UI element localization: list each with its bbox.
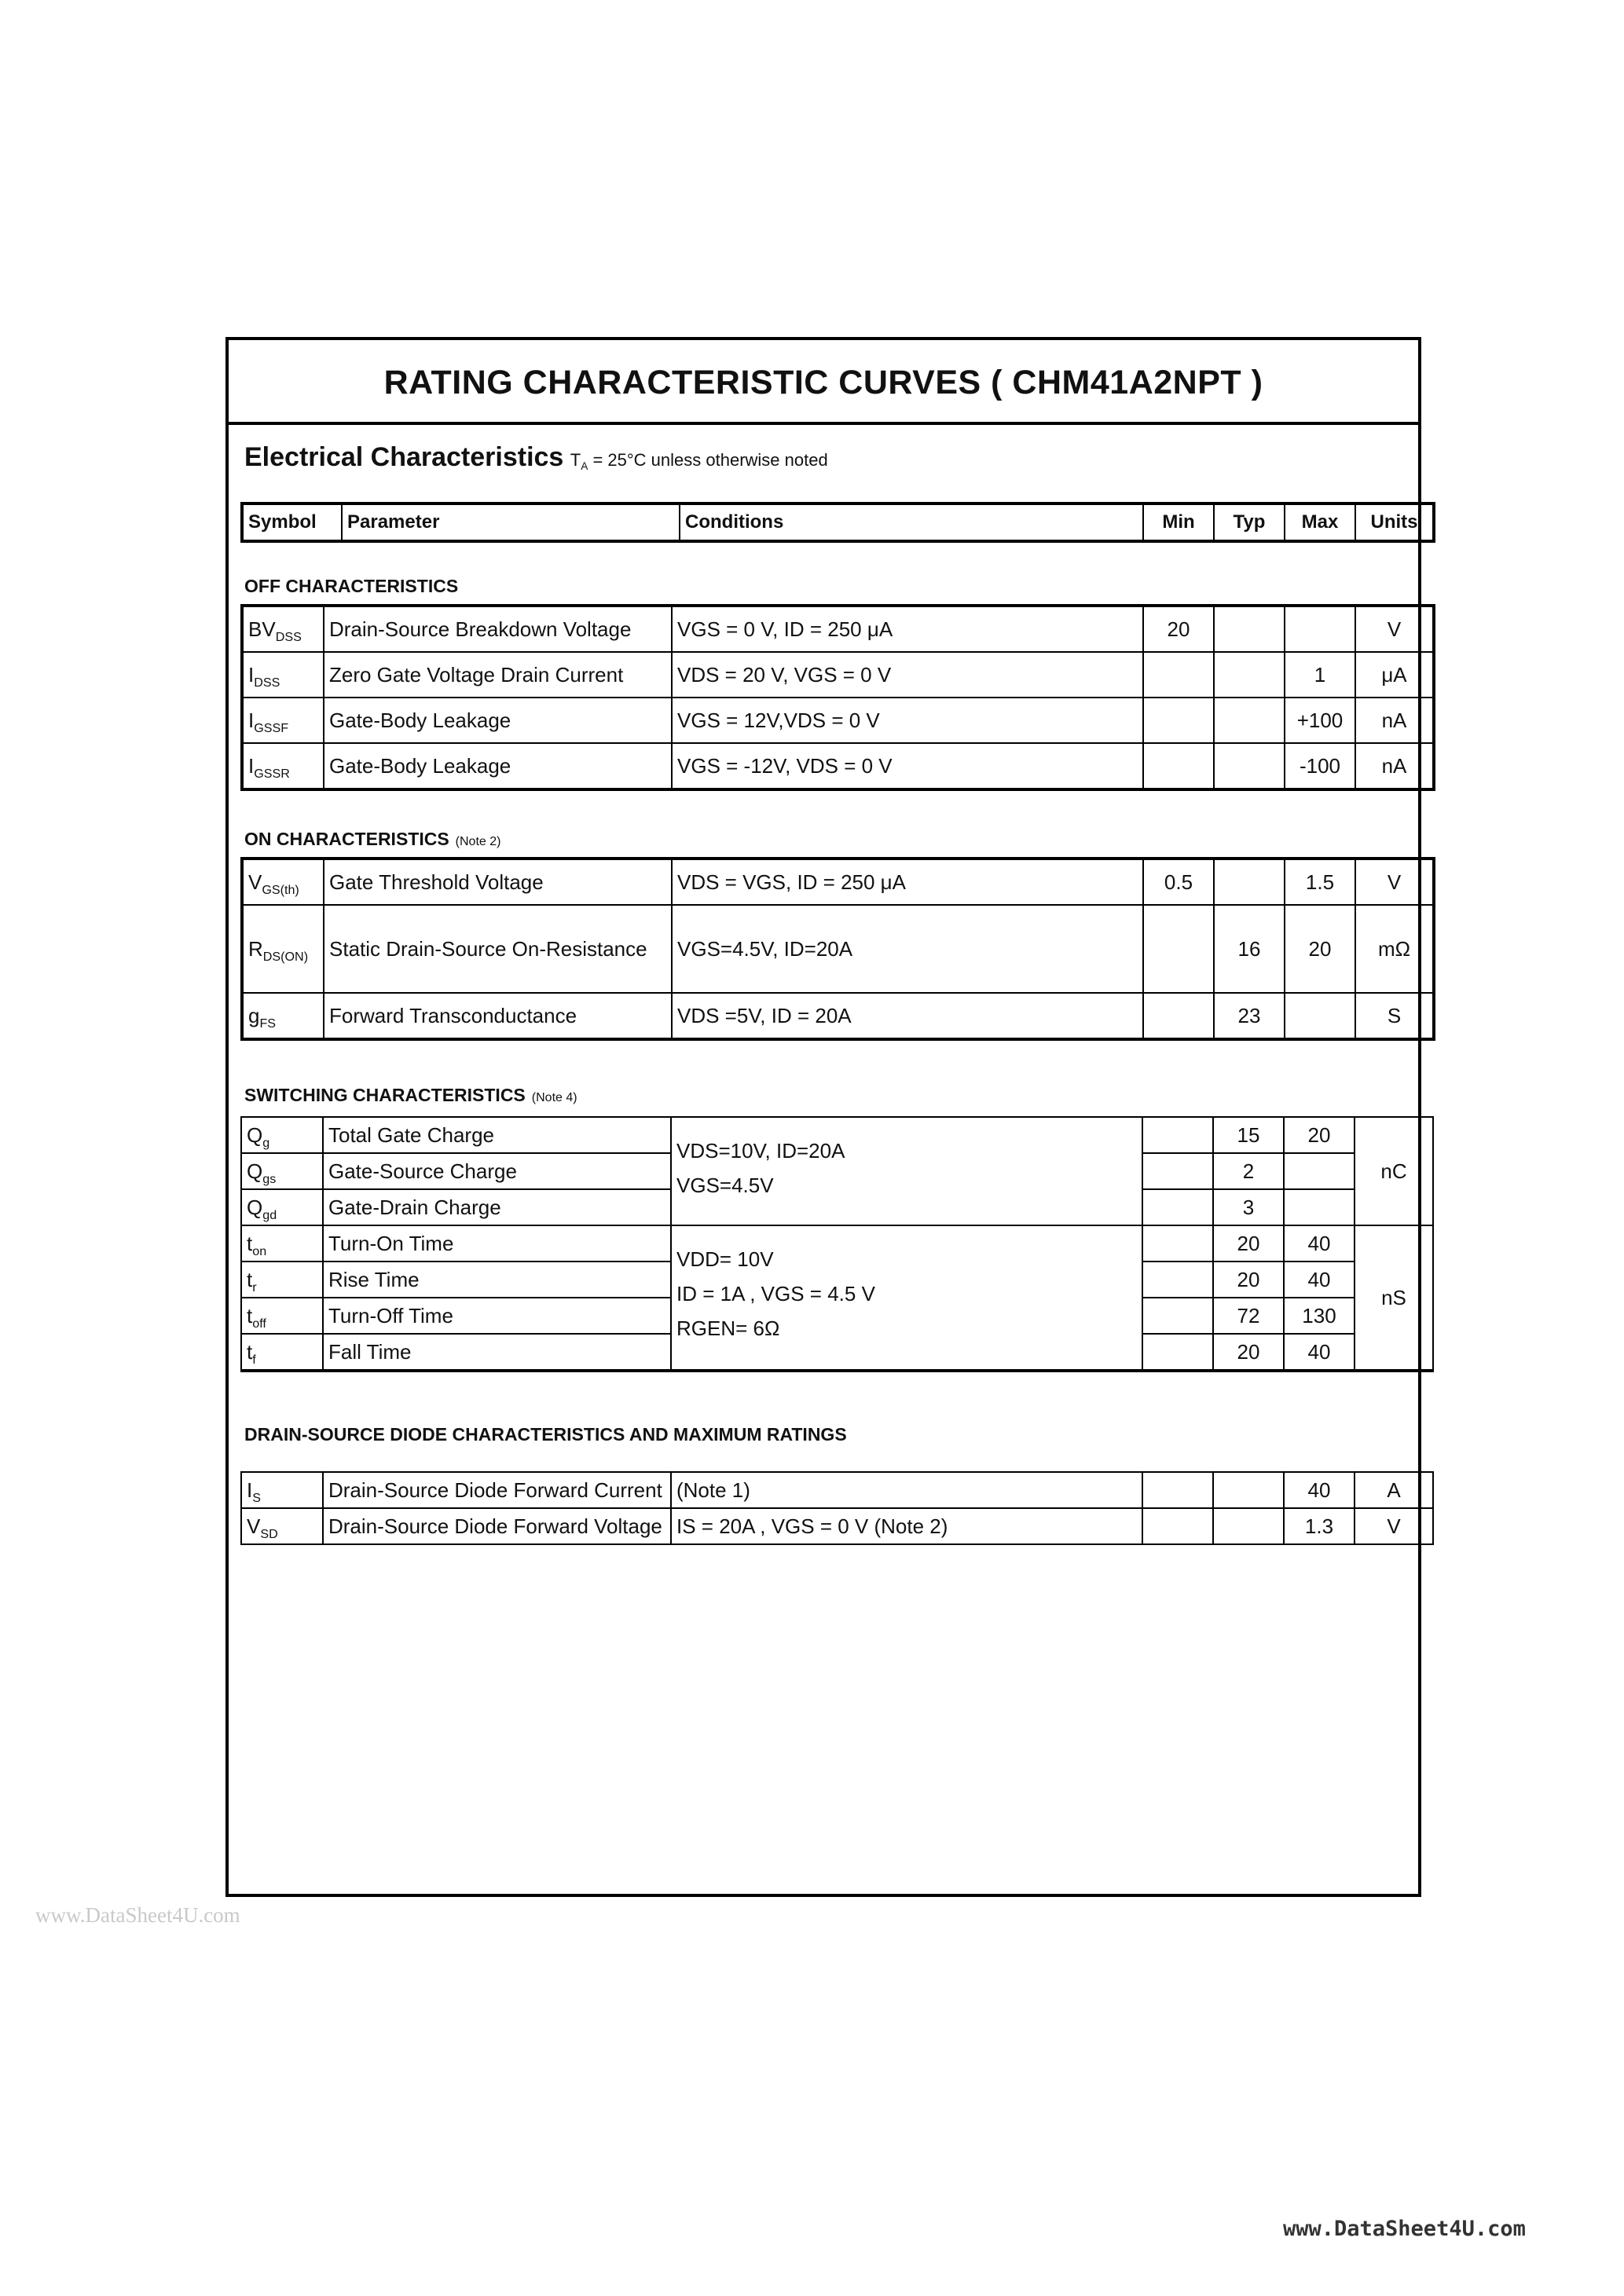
min-cell: [1142, 1508, 1213, 1544]
datasheet-frame: [225, 337, 1421, 1897]
min-cell: [1143, 743, 1214, 789]
unit-cell: V: [1355, 1508, 1433, 1544]
typ-cell: 3: [1213, 1189, 1284, 1225]
symbol-subscript: gd: [262, 1207, 277, 1222]
max-cell: 20: [1284, 1117, 1355, 1153]
col-conditions: Conditions: [680, 504, 1143, 541]
symbol-subscript: SD: [260, 1526, 278, 1541]
typ-cell: 20: [1213, 1262, 1284, 1298]
unit-cell: μA: [1355, 652, 1434, 698]
max-cell: [1285, 606, 1355, 652]
symbol-letter: I: [248, 708, 255, 732]
off-section-heading: OFF CHARACTERISTICS: [244, 576, 459, 596]
condition-line: RGEN= 6Ω: [676, 1316, 780, 1340]
symbol-subscript: off: [252, 1316, 266, 1331]
symbol-letter: I: [247, 1478, 253, 1502]
unit-cell: nA: [1355, 698, 1434, 743]
min-cell: [1142, 1189, 1213, 1225]
unit-cell: mΩ: [1355, 905, 1434, 993]
symbol-subscript: FS: [259, 1016, 277, 1031]
page-title: RATING CHARACTERISTIC CURVES ( CHM41A2NPT ): [383, 364, 1263, 401]
symbol-subscript: g: [262, 1135, 270, 1150]
symbol-cell: [241, 1472, 323, 1508]
symbol-cell: [242, 698, 324, 743]
typ-cell: [1214, 743, 1285, 789]
min-cell: [1142, 1298, 1213, 1334]
symbol-cell: [241, 1189, 323, 1225]
max-cell: 1.3: [1284, 1508, 1355, 1544]
typ-cell: [1213, 1472, 1284, 1508]
symbol-cell: [242, 652, 324, 698]
symbol-cell: [242, 905, 324, 993]
table-row: [242, 606, 1434, 652]
watermark-right: www.DataSheet4U.com: [1283, 2217, 1526, 2241]
max-cell: +100: [1285, 698, 1355, 743]
symbol-letter: t: [247, 1267, 253, 1291]
parameter-cell: Gate Threshold Voltage: [324, 859, 672, 905]
diode-section-heading: DRAIN-SOURCE DIODE CHARACTERISTICS AND MAXIMUM RATINGS: [244, 1424, 847, 1445]
unit-cell: V: [1355, 606, 1434, 652]
table-row: [241, 1117, 1433, 1153]
table-row: [242, 652, 1434, 698]
table-row: [241, 1225, 1433, 1262]
typ-cell: 16: [1214, 905, 1285, 993]
symbol-subscript: GS(th): [262, 882, 299, 897]
unit-cell: nS: [1355, 1225, 1433, 1371]
table-row: [241, 1472, 1433, 1508]
parameter-cell: Drain-Source Diode Forward Current: [323, 1472, 671, 1508]
symbol-subscript: DSS: [254, 675, 280, 690]
table-row: [242, 993, 1434, 1039]
conditions-cell: [671, 1225, 1142, 1371]
col-typ: Typ: [1214, 504, 1285, 541]
max-cell: 40: [1284, 1225, 1355, 1262]
max-cell: 130: [1284, 1298, 1355, 1334]
symbol-letter: BV: [248, 617, 276, 641]
diode-table: [240, 1471, 1434, 1545]
conditions-cell: VGS=4.5V, ID=20A: [672, 905, 1143, 993]
unit-cell: A: [1355, 1472, 1433, 1508]
symbol-letter: I: [248, 753, 255, 778]
symbol-cell: [241, 1508, 323, 1544]
typ-cell: [1214, 698, 1285, 743]
symbol-subscript: GSSR: [254, 766, 290, 781]
unit-cell: nC: [1355, 1117, 1433, 1225]
max-cell: 40: [1284, 1472, 1355, 1508]
condition-line: VDS=10V, ID=20A: [676, 1139, 845, 1163]
min-cell: [1143, 652, 1214, 698]
symbol-letter: R: [248, 936, 263, 961]
col-parameter: Parameter: [342, 504, 680, 541]
on-section-heading: ON CHARACTERISTICS (Note 2): [244, 829, 501, 849]
max-cell: 40: [1284, 1262, 1355, 1298]
conditions-cell: IS = 20A , VGS = 0 V (Note 2): [671, 1508, 1142, 1544]
typ-cell: [1214, 652, 1285, 698]
max-cell: 20: [1285, 905, 1355, 993]
symbol-letter: V: [248, 870, 262, 894]
symbol-cell: [242, 743, 324, 789]
min-cell: [1142, 1262, 1213, 1298]
parameter-cell: Gate-Body Leakage: [324, 698, 672, 743]
symbol-letter: Q: [247, 1195, 263, 1219]
symbol-letter: Q: [247, 1159, 263, 1183]
typ-cell: 72: [1213, 1298, 1284, 1334]
symbol-letter: Q: [247, 1122, 263, 1147]
min-cell: [1143, 698, 1214, 743]
typ-cell: 2: [1213, 1153, 1284, 1189]
parameter-cell: Turn-On Time: [323, 1225, 671, 1262]
column-header-table: [240, 502, 1435, 543]
min-cell: [1143, 993, 1214, 1039]
conditions-cell: [671, 1117, 1142, 1225]
symbol-letter: t: [247, 1231, 253, 1255]
conditions-cell: VDS = VGS, ID = 250 μA: [672, 859, 1143, 905]
symbol-subscript: on: [252, 1243, 267, 1258]
parameter-cell: Total Gate Charge: [323, 1117, 671, 1153]
symbol-cell: [242, 606, 324, 652]
typ-cell: [1213, 1508, 1284, 1544]
col-symbol: Symbol: [242, 504, 342, 541]
conditions-cell: VGS = 12V,VDS = 0 V: [672, 698, 1143, 743]
symbol-cell: [241, 1298, 323, 1334]
col-max: Max: [1285, 504, 1355, 541]
typ-cell: [1214, 606, 1285, 652]
parameter-cell: Zero Gate Voltage Drain Current: [324, 652, 672, 698]
parameter-cell: Drain-Source Breakdown Voltage: [324, 606, 672, 652]
off-table: [240, 604, 1435, 791]
min-cell: [1142, 1334, 1213, 1371]
max-cell: -100: [1285, 743, 1355, 789]
typ-cell: 20: [1213, 1334, 1284, 1371]
parameter-cell: Gate-Drain Charge: [323, 1189, 671, 1225]
symbol-cell: [242, 859, 324, 905]
parameter-cell: Drain-Source Diode Forward Voltage: [323, 1508, 671, 1544]
symbol-subscript: r: [252, 1280, 257, 1294]
symbol-cell: [241, 1117, 323, 1153]
parameter-cell: Turn-Off Time: [323, 1298, 671, 1334]
parameter-cell: Fall Time: [323, 1334, 671, 1371]
symbol-letter: I: [248, 662, 255, 687]
typ-cell: [1214, 859, 1285, 905]
unit-cell: V: [1355, 859, 1434, 905]
parameter-cell: Gate-Body Leakage: [324, 743, 672, 789]
max-cell: 1.5: [1285, 859, 1355, 905]
conditions-cell: VDS =5V, ID = 20A: [672, 993, 1143, 1039]
symbol-subscript: GSSF: [254, 720, 289, 735]
col-min: Min: [1143, 504, 1214, 541]
min-cell: [1142, 1225, 1213, 1262]
typ-cell: 20: [1213, 1225, 1284, 1262]
conditions-cell: VDS = 20 V, VGS = 0 V: [672, 652, 1143, 698]
max-cell: [1284, 1153, 1355, 1189]
electrical-characteristics-heading: [244, 442, 828, 473]
parameter-cell: Static Drain-Source On-Resistance: [324, 905, 672, 993]
watermark-left: www.DataSheet4U.com: [35, 1903, 240, 1927]
symbol-cell: [241, 1225, 323, 1262]
switching-table: [240, 1116, 1434, 1372]
conditions-cell: (Note 1): [671, 1472, 1142, 1508]
max-cell: 40: [1284, 1334, 1355, 1371]
title-bar: [229, 340, 1418, 425]
switching-section-heading: SWITCHING CHARACTERISTICS (Note 4): [244, 1085, 577, 1105]
conditions-cell: VGS = -12V, VDS = 0 V: [672, 743, 1143, 789]
unit-cell: S: [1355, 993, 1434, 1039]
typ-cell: 23: [1214, 993, 1285, 1039]
ec-title: Electrical Characteristics: [244, 442, 564, 472]
symbol-letter: V: [247, 1514, 261, 1538]
conditions-cell: VGS = 0 V, ID = 250 μA: [672, 606, 1143, 652]
ec-condition-note: $T_A = 25^\circ C$ unless otherwise noted: [570, 450, 828, 473]
on-table: [240, 857, 1435, 1041]
condition-line: ID = 1A , VGS = 4.5 V: [676, 1282, 875, 1305]
table-row: [242, 905, 1434, 993]
min-cell: [1142, 1472, 1213, 1508]
parameter-cell: Rise Time: [323, 1262, 671, 1298]
column-header-row: [242, 504, 1434, 541]
symbol-cell: [242, 993, 324, 1039]
symbol-letter: t: [247, 1339, 253, 1364]
max-cell: 1: [1285, 652, 1355, 698]
symbol-subscript: DSS: [275, 629, 302, 644]
symbol-cell: [241, 1334, 323, 1371]
table-row: [241, 1508, 1433, 1544]
condition-line: VDD= 10V: [676, 1247, 774, 1271]
col-units: Units: [1355, 504, 1434, 541]
symbol-letter: g: [248, 1003, 260, 1027]
condition-line: VGS=4.5V: [676, 1174, 774, 1197]
symbol-cell: [241, 1153, 323, 1189]
table-row: [242, 859, 1434, 905]
min-cell: [1143, 905, 1214, 993]
symbol-cell: [241, 1262, 323, 1298]
max-cell: [1284, 1189, 1355, 1225]
table-row: [242, 698, 1434, 743]
min-cell: 20: [1143, 606, 1214, 652]
symbol-subscript: gs: [262, 1171, 277, 1186]
min-cell: 0.5: [1143, 859, 1214, 905]
symbol-subscript: f: [252, 1352, 256, 1367]
typ-cell: 15: [1213, 1117, 1284, 1153]
max-cell: [1285, 993, 1355, 1039]
min-cell: [1142, 1153, 1213, 1189]
symbol-subscript: DS(ON): [262, 949, 309, 964]
table-row: [242, 743, 1434, 789]
parameter-cell: Forward Transconductance: [324, 993, 672, 1039]
min-cell: [1142, 1117, 1213, 1153]
parameter-cell: Gate-Source Charge: [323, 1153, 671, 1189]
unit-cell: nA: [1355, 743, 1434, 789]
symbol-letter: t: [247, 1303, 253, 1327]
symbol-subscript: S: [252, 1490, 261, 1505]
